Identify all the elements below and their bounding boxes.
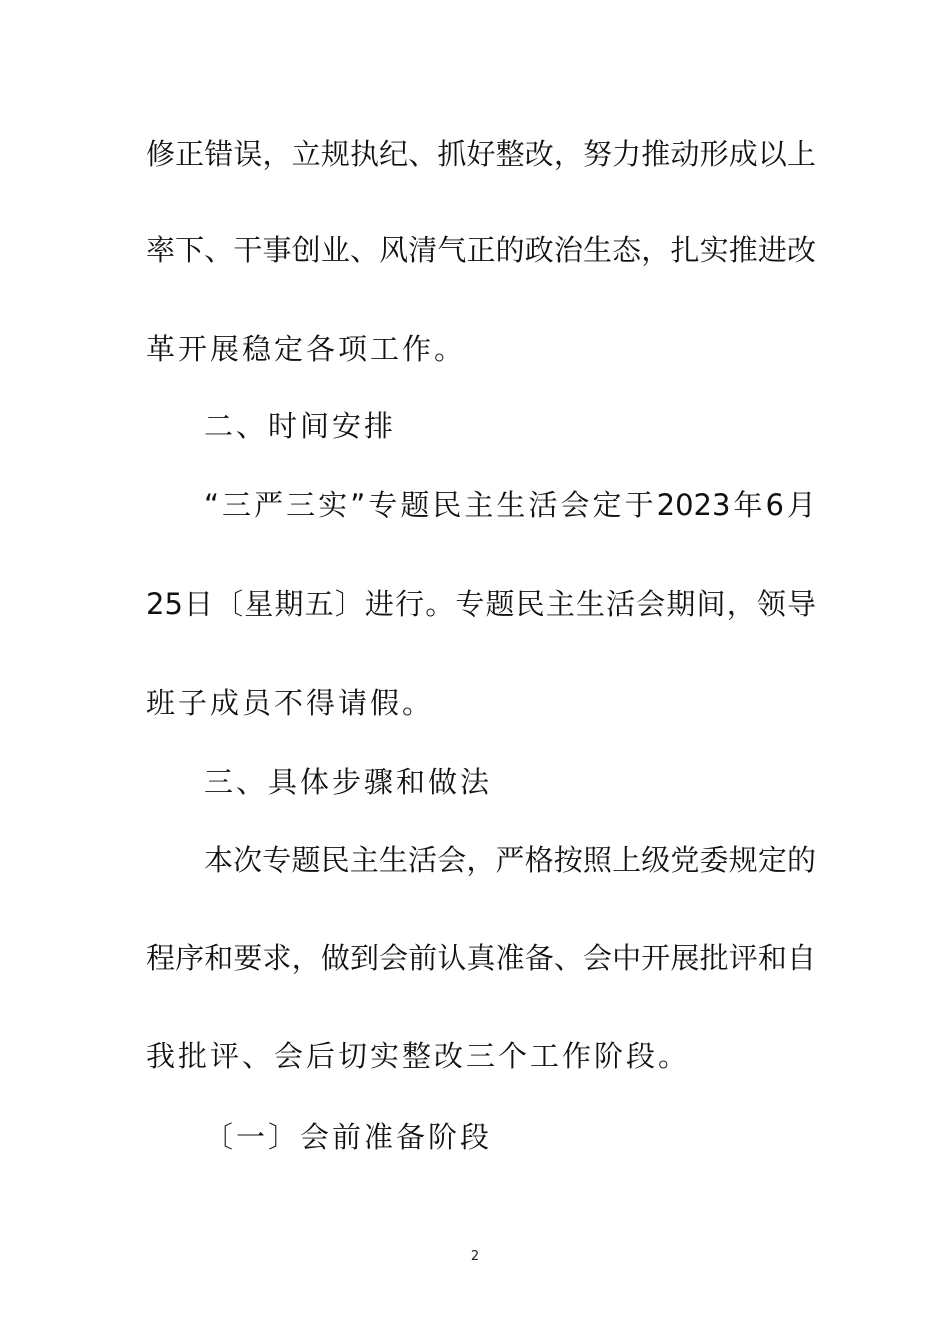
paragraph-line: 我批评、会后切实整改三个工作阶段。 bbox=[146, 1039, 691, 1073]
paragraph-line: 本次专题民主生活会，严格按照上级党委规定的 bbox=[204, 843, 816, 877]
paragraph-line: 25日〔星期五〕进行。专题民主生活会期间，领导 bbox=[146, 587, 816, 621]
section-heading: 三、具体步骤和做法 bbox=[204, 765, 493, 799]
page-number: 2 bbox=[470, 1249, 480, 1264]
paragraph-line: 程序和要求，做到会前认真准备、会中开展批评和自 bbox=[146, 941, 816, 975]
paragraph-line: 修正错误，立规执纪、抓好整改，努力推动形成以上 bbox=[146, 137, 816, 171]
paragraph-line: “三严三实”专题民主生活会定于2023年6月 bbox=[204, 488, 816, 522]
paragraph-line: 班子成员不得请假。 bbox=[146, 686, 435, 720]
paragraph-line: 率下、干事创业、风清气正的政治生态，扎实推进改 bbox=[146, 233, 816, 267]
subsection-heading: 〔一〕会前准备阶段 bbox=[204, 1120, 493, 1154]
paragraph-line: 革开展稳定各项工作。 bbox=[146, 332, 467, 366]
section-heading: 二、时间安排 bbox=[204, 409, 397, 443]
